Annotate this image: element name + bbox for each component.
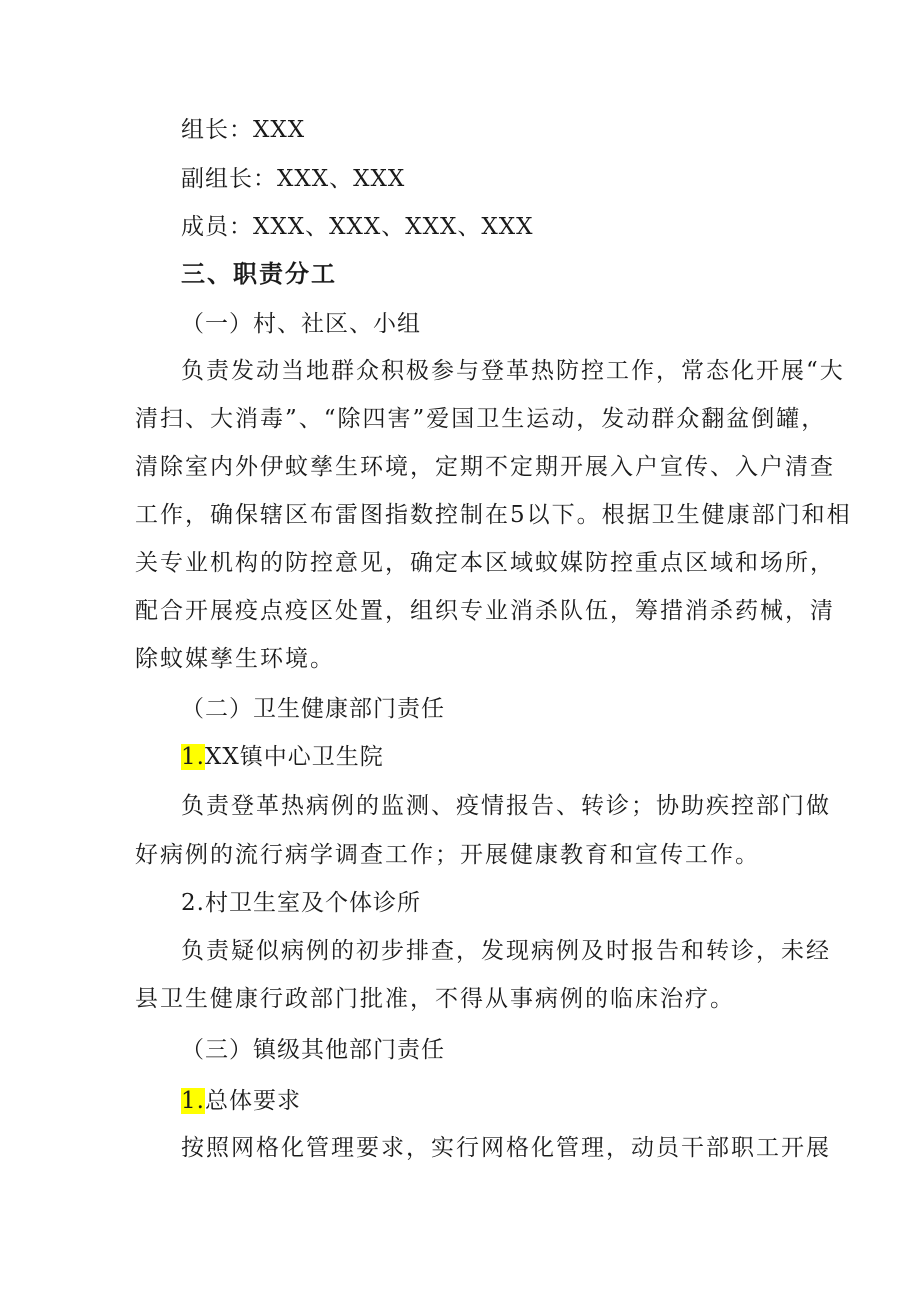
paragraph-line: 负责登革热病例的监测、疫情报告、转诊；协助疾控部门做 xyxy=(181,793,831,819)
paragraph-line: 好病例的流行病学调查工作；开展健康教育和宣传工作。 xyxy=(135,842,760,868)
highlighted-number: 1. xyxy=(181,744,205,770)
paragraph-line: 关专业机构的防控意见，确定本区域蚊媒防控重点区域和场所， xyxy=(135,550,835,576)
item-title: 2.村卫生室及个体诊所 xyxy=(181,890,421,916)
item-title-text: XX镇中心卫生院 xyxy=(204,744,384,770)
subsection-title: （二）卫生健康部门责任 xyxy=(181,696,445,722)
paragraph-line: 负责疑似病例的初步排查，发现病例及时报告和转诊，未经 xyxy=(181,938,831,964)
paragraph-line: 县卫生健康行政部门批准，不得从事病例的临床治疗。 xyxy=(135,986,735,1012)
item-title-text: 总体要求 xyxy=(204,1088,301,1114)
paragraph-line: 清除室内外伊蚊孳生环境，定期不定期开展入户宣传、入户清查 xyxy=(135,454,835,480)
paragraph-line: 除蚊媒孳生环境。 xyxy=(135,646,335,672)
paragraph-line: 负责发动当地群众积极参与登革热防控工作，常态化开展“大 xyxy=(181,358,845,384)
members-line: 成员：XXX、XXX、XXX、XXX xyxy=(181,214,534,240)
paragraph-line: 工作，确保辖区布雷图指数控制在5以下。根据卫生健康部门和相 xyxy=(135,502,852,528)
highlighted-number: 1. xyxy=(181,1088,205,1114)
paragraph-line: 配合开展疫点疫区处置，组织专业消杀队伍，筹措消杀药械，清 xyxy=(135,598,835,624)
item-title xyxy=(181,742,384,772)
leader-line: 组长：XXX xyxy=(181,117,306,143)
section-heading: 三、职责分工 xyxy=(181,260,337,288)
item-title xyxy=(181,1086,301,1116)
subsection-title: （一）村、社区、小组 xyxy=(181,311,421,337)
deputy-leader-line: 副组长：XXX、XXX xyxy=(181,166,406,192)
subsection-title: （三）镇级其他部门责任 xyxy=(181,1037,445,1063)
paragraph-line: 清扫、大消毒”、“除四害”爱国卫生运动，发动群众翻盆倒罐， xyxy=(135,406,827,432)
paragraph-line: 按照网格化管理要求，实行网格化管理，动员干部职工开展 xyxy=(181,1135,831,1161)
